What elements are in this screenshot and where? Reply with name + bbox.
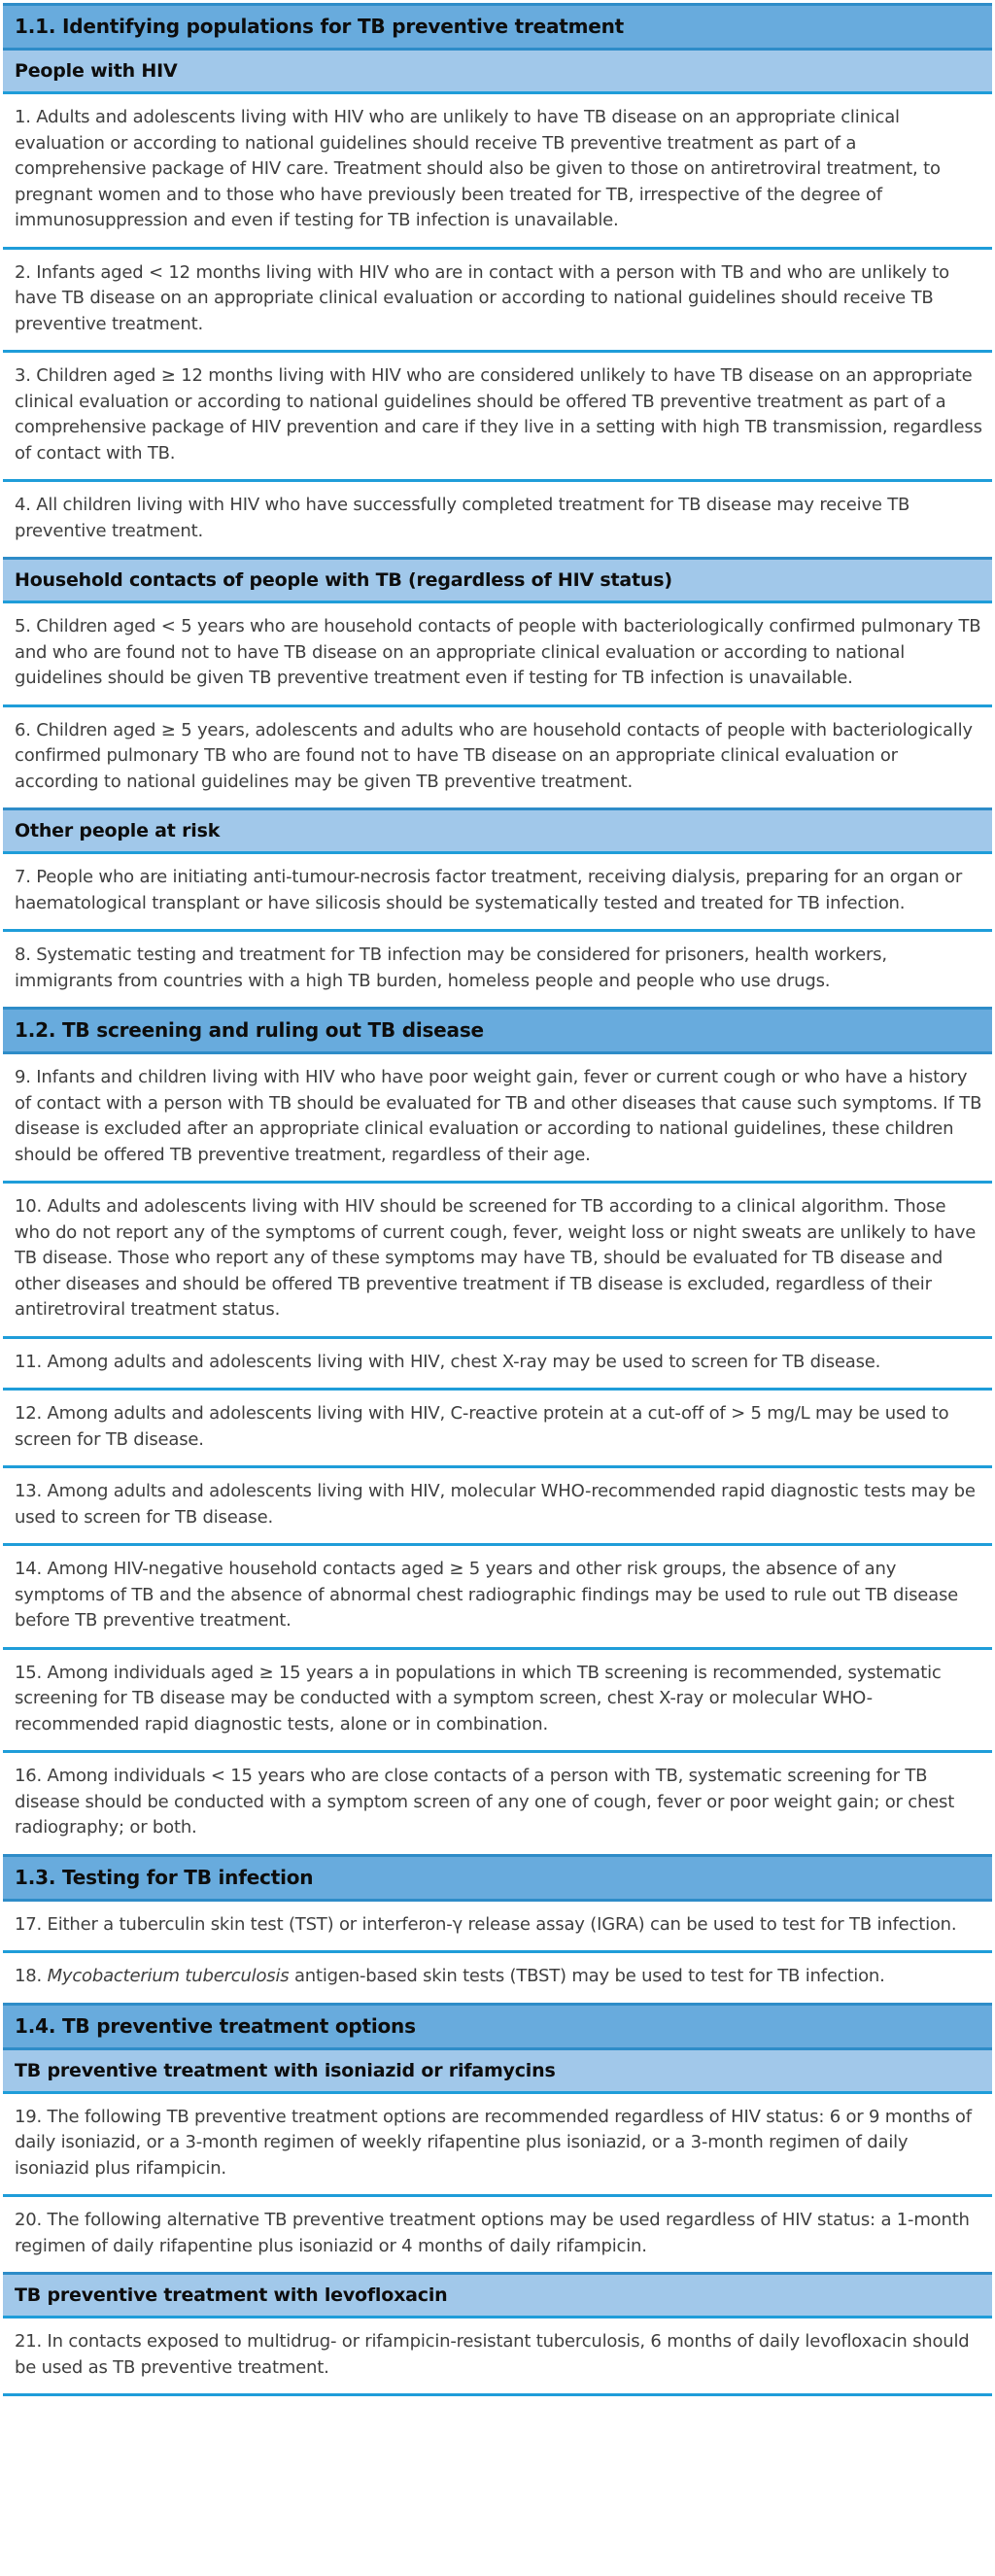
recommendation-item — [3, 1953, 992, 2003]
recommendation-item — [3, 932, 992, 1007]
text-run: 15. Among individuals aged ≥ 15 years a in populations in which TB screening is recommended, systematic screening for TB disease may be conducted with a symptom screen, chest X-ray or molecular WHO-recommended rapid diagnostic tests, alone or in combination. — [15, 1662, 942, 1735]
text-run: 3. Children aged ≥ 12 months living with HIV who are considered unlikely to have TB disease on an appropriate clinical evaluation or according to national guidelines should be offered TB preventive treatment as part of a comprehensive package of HIV prevention and care if they live in a setting with high TB transmission, regardless of contact with TB. — [15, 365, 982, 464]
text-run: TB preventive treatment with levofloxacin — [15, 2284, 448, 2306]
recommendation-item — [3, 482, 992, 557]
text-run: 12. Among adults and adolescents living with HIV, C-reactive protein at a cut-off of > 5 mg/L may be used to screen for TB disease. — [15, 1403, 949, 1450]
italic-text: Mycobacterium tuberculosis — [47, 1966, 290, 1986]
text-run: 7. People who are initiating anti-tumour-necrosis factor treatment, receiving dialysis, preparing for an organ or haematological transplant or have silicosis should be systematically tested and treated for TB infection. — [15, 867, 963, 913]
text-run: 21. In contacts exposed to multidrug- or rifampicin-resistant tuberculosis, 6 months of daily levofloxacin should be used as TB preventive treatment. — [15, 2331, 970, 2378]
text-run: People with HIV — [15, 60, 178, 82]
text-run: 18. — [15, 1966, 48, 1986]
text-run: TB preventive treatment with isoniazid or rifamycins — [15, 2059, 556, 2081]
recommendation-item — [3, 353, 992, 482]
text-run: 5. Children aged < 5 years who are household contacts of people with bacteriologically confirmed pulmonary TB and who are found not to have TB disease on an appropriate clinical evaluation or according to national guidelines should be given TB preventive treatment even if testing for TB infection is unavailable. — [15, 616, 981, 688]
section-header — [3, 1007, 992, 1054]
text-run: 6. Children aged ≥ 5 years, adolescents and adults who are household contacts of people with bacteriologically confirmed pulmonary TB who are found not to have TB disease on an appropriate clinical evaluation or according to national guidelines may be given TB preventive treatment. — [15, 719, 973, 792]
recommendation-item — [3, 1468, 992, 1546]
recommendation-item — [3, 854, 992, 932]
text-run: 11. Among adults and adolescents living with HIV, chest X-ray may be used to screen for TB disease. — [15, 1351, 881, 1372]
text-run: 8. Systematic testing and treatment for TB infection may be considered for prisoners, health workers, immigrants from countries with a high TB burden, homeless people and people who use drugs. — [15, 945, 887, 991]
text-run: 2. Infants aged < 12 months living with HIV who are in contact with a person with TB and who are unlikely to have TB disease on an appropriate clinical evaluation or according to national guidelines should receive TB preventive treatment. — [15, 261, 949, 334]
recommendation-item — [3, 603, 992, 707]
recommendation-item — [3, 1546, 992, 1650]
guidelines-table — [3, 3, 992, 2396]
recommendation-item — [3, 1339, 992, 1391]
recommendation-item — [3, 707, 992, 808]
text-run: 14. Among HIV-negative household contacts aged ≥ 5 years and other risk groups, the absence of any symptoms of TB and the absence of abnormal chest radiographic findings may be used to rule out TB disease before TB preventive treatment. — [15, 1559, 959, 1631]
section-header — [3, 1854, 992, 1902]
recommendation-item — [3, 1184, 992, 1339]
text-run: 17. Either a tuberculin skin test (TST) or interferon-γ release assay (IGRA) can be used to test for TB infection. — [15, 1913, 957, 1935]
text-run: 10. Adults and adolescents living with HIV should be screened for TB according to a clinical algorithm. Those who do not report any of the symptoms of current cough, fever, weight loss or night sweats are unlikely to have TB disease. Those who report any of these symptoms may have TB, should be evaluated for TB disease and other diseases and should be offered TB preventive treatment if TB disease is excluded, regardless of their antiretroviral treatment status. — [15, 1196, 977, 1320]
subsection-header — [3, 557, 992, 603]
subsection-header — [3, 807, 992, 854]
recommendation-item — [3, 250, 992, 354]
text-run: 1. Adults and adolescents living with HIV who are unlikely to have TB disease on an appropriate clinical evaluation or according to national guidelines should receive TB preventive treatment as part of a comprehensive package of HIV care. Treatment should also be given to those on antiretroviral treatment, to pregnant women and to those who have previously been treated for TB, irrespective of the degree of immunosuppression and even if testing for TB infection is unavailable. — [15, 107, 941, 230]
subsection-header — [3, 2050, 992, 2094]
section-header — [3, 3, 992, 51]
recommendation-item — [3, 1753, 992, 1854]
recommendation-item — [3, 1391, 992, 1468]
text-run: 1.2. TB screening and ruling out TB disease — [15, 1018, 484, 1042]
text-run: Household contacts of people with TB (regardless of HIV status) — [15, 569, 672, 591]
text-run: 1.3. Testing for TB infection — [15, 1865, 314, 1889]
recommendation-item — [3, 2197, 992, 2272]
recommendation-item — [3, 1650, 992, 1754]
section-header — [3, 2003, 992, 2050]
text-run: antigen-based skin tests (TBST) may be used to test for TB infection. — [289, 1966, 885, 1986]
recommendation-item — [3, 2318, 992, 2396]
recommendation-item — [3, 1054, 992, 1184]
text-run: 1.1. Identifying populations for TB preventive treatment — [15, 15, 625, 38]
text-run: 4. All children living with HIV who have successfully completed treatment for TB disease may receive TB preventive treatment. — [15, 495, 910, 541]
subsection-header — [3, 51, 992, 94]
recommendation-item — [3, 94, 992, 250]
subsection-header — [3, 2272, 992, 2318]
text-run: 19. The following TB preventive treatment options are recommended regardless of HIV status: 6 or 9 months of daily isoniazid, or a 3-month regimen of weekly rifapentine plus isoniazid, or a 3-month regimen of daily isoniazid plus rifampicin. — [15, 2106, 972, 2179]
text-run: 16. Among individuals < 15 years who are close contacts of a person with TB, systematic screening for TB disease should be conducted with a symptom screen of any one of cough, fever or poor weight gain; or chest radiography; or both. — [15, 1766, 955, 1838]
text-run: 13. Among adults and adolescents living with HIV, molecular WHO-recommended rapid diagnostic tests may be used to screen for TB disease. — [15, 1481, 976, 1528]
text-run: 20. The following alternative TB preventive treatment options may be used regardless of HIV status: a 1-month regimen of daily rifapentine plus isoniazid or 4 months of daily rifampicin. — [15, 2210, 970, 2256]
text-run: 1.4. TB preventive treatment options — [15, 2013, 416, 2038]
text-run: 9. Infants and children living with HIV who have poor weight gain, fever or current cough or who have a history of contact with a person with TB should be evaluated for TB and other diseases that cause such symptoms. If TB disease is excluded after an appropriate clinical evaluation or according to national guidelines, these children should be offered TB preventive treatment, regardless of their age. — [15, 1067, 982, 1165]
recommendation-item — [3, 2094, 992, 2198]
recommendation-item — [3, 1902, 992, 1954]
text-run: Other people at risk — [15, 820, 221, 841]
